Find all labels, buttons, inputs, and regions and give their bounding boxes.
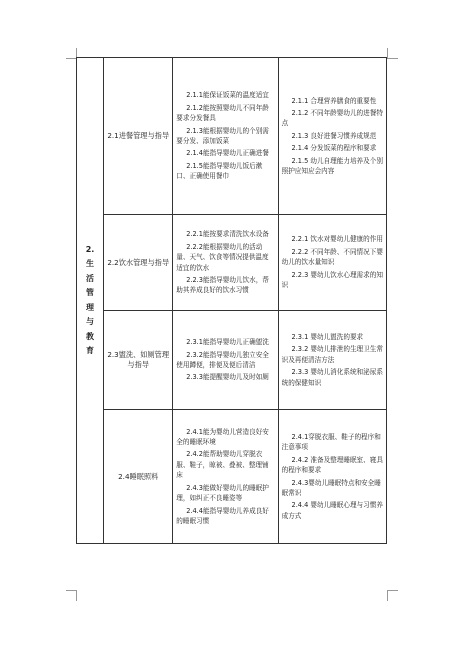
skill-item: 2.3.2能指导婴幼儿独立安全使用蹲便，排便及便后清洁 [176, 350, 269, 369]
knowledge-item: 2.4.2 准备及整理睡眠室、寝具的程序和要求 [281, 455, 383, 475]
knowledge-item: 2.4.3婴幼儿睡眠特点和安全睡眠常识 [281, 478, 381, 497]
knowledge-item: 2.4.4 婴幼儿睡眠心理与习惯养成方式 [281, 501, 383, 520]
knowledge-item: 2.4.1穿脱衣服、鞋子的程序和注意事项 [281, 432, 381, 452]
knowledge-item: 2.1.2 不同年龄婴幼儿的进餐特点 [281, 108, 383, 128]
skills-cell [173, 215, 278, 311]
subcategory-label: 2.1进餐管理与指导 [107, 131, 170, 140]
knowledge-item: 2.1.5 幼儿自理能力培养及个别照护应知应会内容 [281, 156, 383, 176]
skill-item: 2.3.1能指导婴幼儿正确盥洗 [186, 338, 269, 347]
knowledge-item: 2.2.3 婴幼儿饮水心理需求的知识 [281, 270, 383, 290]
skill-item: 2.1.5能指导婴幼儿饭后漱口、正确使用餐巾 [176, 161, 263, 181]
category-cell [77, 58, 104, 544]
subcategory-cell [104, 410, 173, 544]
subcategory-cell [104, 58, 173, 215]
skill-item: 2.2.1能按要求清洗饮水设备 [186, 230, 269, 239]
skill-item: 2.3.3能提醒婴幼儿及时如厕 [186, 373, 269, 382]
category-label: 2. 生 活 管 理 与 教 育 [85, 244, 95, 355]
knowledge-item: 2.2.1 饮水对婴幼儿健康的作用 [291, 235, 383, 244]
knowledge-cell [278, 215, 386, 311]
skills-cell [173, 311, 278, 410]
skill-item: 2.2.2能根据婴幼儿的活动量、天气、饮食等情况提供温度适宜的饮水 [176, 242, 269, 272]
crop-mark-bottom-right [387, 590, 398, 601]
skills-cell [173, 410, 278, 544]
table-row [77, 410, 387, 544]
knowledge-item: 2.1.3 良好进餐习惯养成规范 [291, 131, 377, 140]
knowledge-item: 2.1.1 合理营养膳食的重要性 [291, 96, 377, 105]
crop-mark-top-right [387, 48, 398, 59]
table-row [77, 311, 387, 410]
knowledge-item: 2.3.2 婴幼儿排泄的生理卫生常识及再便清洁方法 [281, 345, 383, 364]
skill-item: 2.1.3能根据婴幼儿的个别需要分发、添加饭菜 [176, 126, 269, 145]
table-row [77, 215, 387, 311]
subcategory-cell [104, 311, 173, 410]
skill-item: 2.4.2能帮助婴幼儿穿脱衣服、鞋子，晾被、叠被、整理铺床 [176, 450, 269, 480]
skill-item: 2.1.2能按照婴幼儿不同年龄要求分发餐具 [176, 103, 269, 123]
crop-mark-bottom-left [66, 590, 77, 601]
skill-item: 2.1.4能指导婴幼儿正确进餐 [186, 149, 269, 158]
table-row [77, 58, 387, 215]
subcategory-label: 2.4睡眠照料 [118, 471, 159, 481]
subcategory-label: 2.2饮水管理与指导 [107, 257, 170, 267]
skills-cell [173, 58, 278, 215]
knowledge-item: 2.3.3 婴幼儿消化系统和泌尿系统的保健知识 [281, 368, 383, 387]
knowledge-cell [278, 410, 386, 544]
knowledge-cell [278, 311, 386, 410]
knowledge-cell [278, 58, 386, 215]
skill-item: 2.4.1能为婴幼儿营造良好安全的睡眠环境 [176, 427, 269, 447]
skill-item: 2.2.3能指导婴幼儿饮水，帮助其养成良好的饮水习惯 [176, 275, 269, 295]
knowledge-item: 2.3.1 婴幼儿盥洗的要求 [291, 332, 364, 341]
knowledge-item: 2.2.2 不同年龄、不同情况下婴幼儿的饮水量知识 [281, 247, 383, 267]
subcategory-label: 2.3盥洗、如厕管理与指导 [107, 350, 170, 369]
knowledge-item: 2.1.4 分发饭菜的程序和要求 [291, 144, 377, 153]
standards-table [76, 57, 387, 544]
skill-item: 2.4.4能指导婴幼儿养成良好的睡眠习惯 [176, 506, 269, 525]
skill-item: 2.1.1能保证饭菜的温度适宜 [186, 91, 269, 100]
subcategory-cell [104, 215, 173, 311]
skill-item: 2.4.3能做好婴幼儿的睡眠护理，如纠正不良睡姿等 [176, 483, 269, 503]
